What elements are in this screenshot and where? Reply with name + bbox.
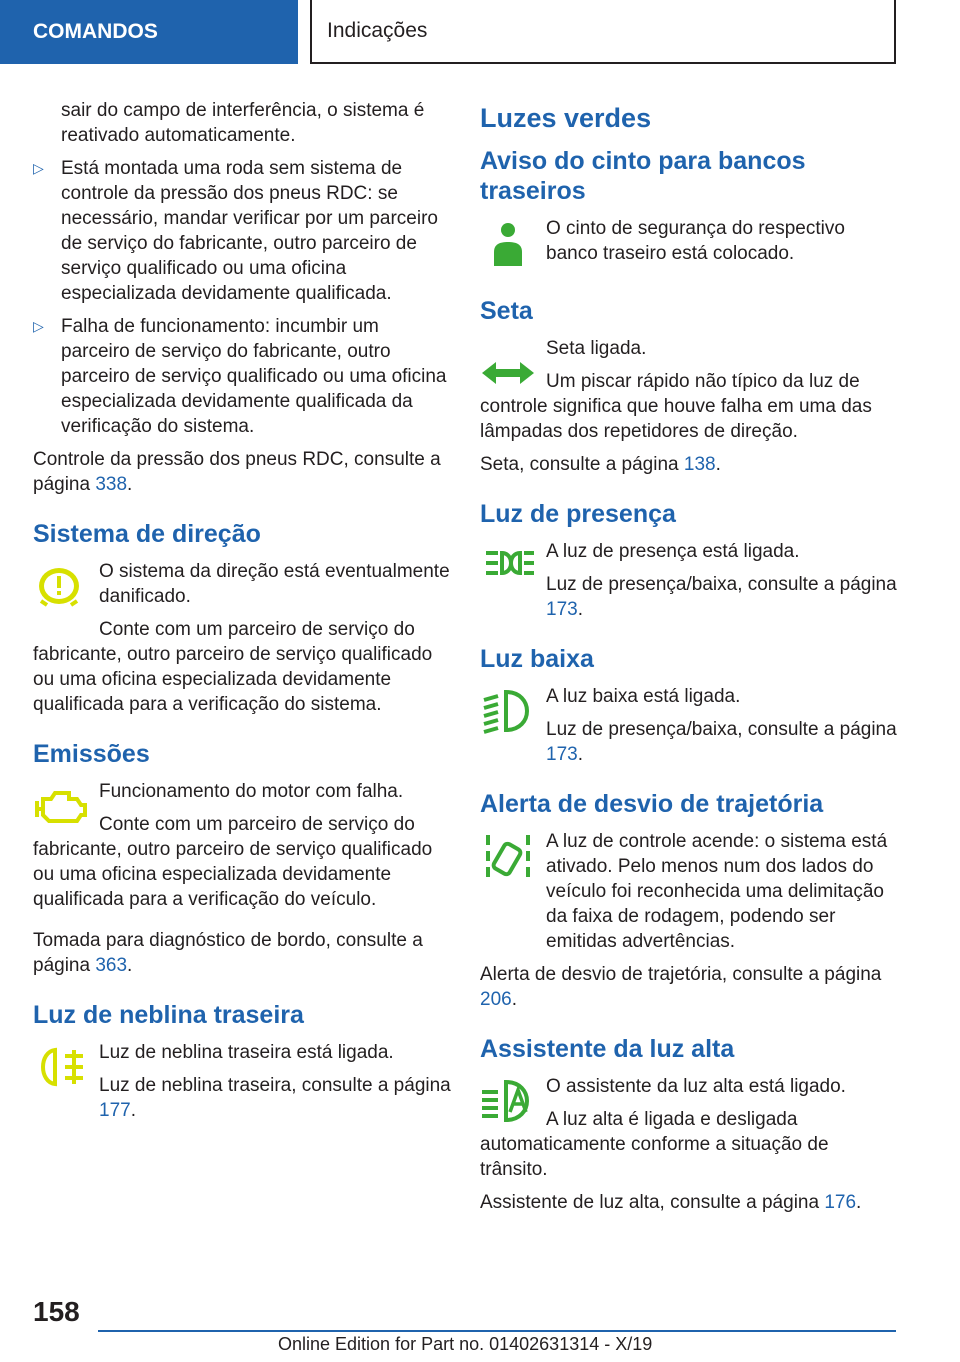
cross-reference: Luz de neblina traseira, consulte a página 177. (99, 1075, 451, 1121)
heading-green-lights: Luzes verdes (480, 103, 652, 133)
section-tab (0, 0, 298, 64)
high-beam-assistant-icon (480, 1076, 536, 1126)
low-beam-entry: A luz baixa está ligada. Luz de presença/baixa, consulte a página 173. (480, 684, 898, 767)
right-column (480, 98, 898, 1223)
heading-emissions: Emissões (33, 740, 150, 768)
heading-high-beam-assistant: Assistente da luz alta (480, 1035, 735, 1063)
page-link[interactable]: 206 (480, 989, 512, 1010)
steering-entry: O sistema da direção está eventualmente danificado. Conte com um parceiro de serviço do fabricante, outro parceiro de serviço qualificado ou uma oficina especializada devidamente qualificada para a verificação do sistema. (33, 561, 450, 715)
turn-signal-entry: Seta ligada. Um piscar rápido não típico da luz de controle significa que houve falha em uma das lâmpadas dos repetidores de direção. (480, 338, 872, 442)
heading-seatbelt: Aviso do cinto para bancos traseiros (480, 147, 806, 205)
cross-reference: Luz de presença/baixa, consulte a página 173. (546, 574, 897, 620)
heading-low-beam: Luz baixa (480, 645, 594, 673)
page-link[interactable]: 338 (95, 474, 128, 495)
page-link[interactable]: 363 (95, 955, 128, 976)
high-beam-assistant-entry: O assistente da luz alta está ligado. A luz alta é ligada e desligada automaticamente conforme a situação de trânsito. (480, 1076, 846, 1180)
steering-warning-icon (33, 561, 89, 611)
cross-reference: Controle da pressão dos pneus RDC, consulte a página 338. (33, 449, 441, 495)
chapter-title: Indicações (327, 19, 428, 42)
engine-icon (33, 781, 89, 831)
cross-reference: Alerta de desvio de trajetória, consulte a página 206. (480, 964, 882, 1010)
cross-reference: Luz de presença/baixa, consulte a página 173. (546, 719, 897, 765)
page-link[interactable]: 138 (683, 454, 716, 475)
heading-parking-light: Luz de presença (480, 500, 676, 528)
triangle-bullet-icon: ▷ (33, 160, 44, 176)
rear-fog-entry: Luz de neblina traseira está ligada. Luz de neblina traseira, consulte a página 177. (33, 1040, 451, 1123)
parking-light-icon (480, 541, 536, 591)
page-link[interactable]: 176 (824, 1192, 857, 1213)
cross-reference: Seta, consulte a página 138. (480, 454, 721, 475)
heading-rear-fog: Luz de neblina traseira (33, 1001, 304, 1029)
list-item: ▷ Está montada uma roda sem sistema de controle da pressão dos pneus RDC: se necessário, mandar verificar por um parceiro de serviço do fabricante, outro parceiro de serviço qualificado ou uma oficina especializada devidamente qualificada. (33, 158, 438, 304)
section-label: COMANDOS (33, 20, 158, 43)
page-link[interactable]: 173 (546, 599, 578, 620)
emissions-entry: Funcionamento do motor com falha. Conte com um parceiro de serviço do fabricante, outro parceiro de serviço qualificado ou uma oficina especializada devidamente qualificada para a verificação do veículo. (33, 781, 433, 910)
page-link[interactable]: 177 (99, 1100, 131, 1121)
page-link[interactable]: 173 (546, 744, 578, 765)
heading-lane-departure: Alerta de desvio de trajetória (480, 790, 824, 818)
continued-paragraph: sair do campo de interferência, o sistema é reativado automaticamente. (61, 100, 425, 146)
footer-divider (98, 1330, 896, 1332)
left-column (33, 98, 451, 1131)
seatbelt-icon (480, 218, 536, 268)
cross-reference: Tomada para diagnóstico de bordo, consulte a página 363. (33, 930, 423, 976)
seatbelt-entry: O cinto de segurança do respectivo banco traseiro está colocado. (480, 216, 898, 274)
cross-reference: Assistente de luz alta, consulte a página 176. (480, 1192, 862, 1213)
heading-steering: Sistema de direção (33, 520, 261, 548)
heading-turn-signal: Seta (480, 297, 533, 325)
chapter-header (310, 0, 896, 64)
lane-departure-entry: A luz de controle acende: o sistema está ativado. Pelo menos num dos lados do veículo foi reconhecida uma delimitação da faixa de rodagem, podendo ser emitidas advertências. (480, 829, 898, 954)
turn-signal-icon (480, 348, 536, 398)
parking-light-entry: A luz de presença está ligada. Luz de presença/baixa, consulte a página 173. (480, 539, 898, 622)
edition-footer: Online Edition for Part no. 01402631314 - X/19 (278, 1334, 653, 1354)
rear-fog-light-icon (33, 1042, 89, 1092)
low-beam-icon (480, 686, 536, 736)
list-item: ▷ Falha de funcionamento: incumbir um parceiro de serviço do fabricante, outro parceiro de serviço qualificado ou uma oficina especializada devidamente qualificada da verificação do sistema. (33, 316, 447, 437)
lane-departure-icon (480, 831, 536, 881)
triangle-bullet-icon: ▷ (33, 318, 44, 334)
page-number: 158 (33, 1296, 80, 1327)
